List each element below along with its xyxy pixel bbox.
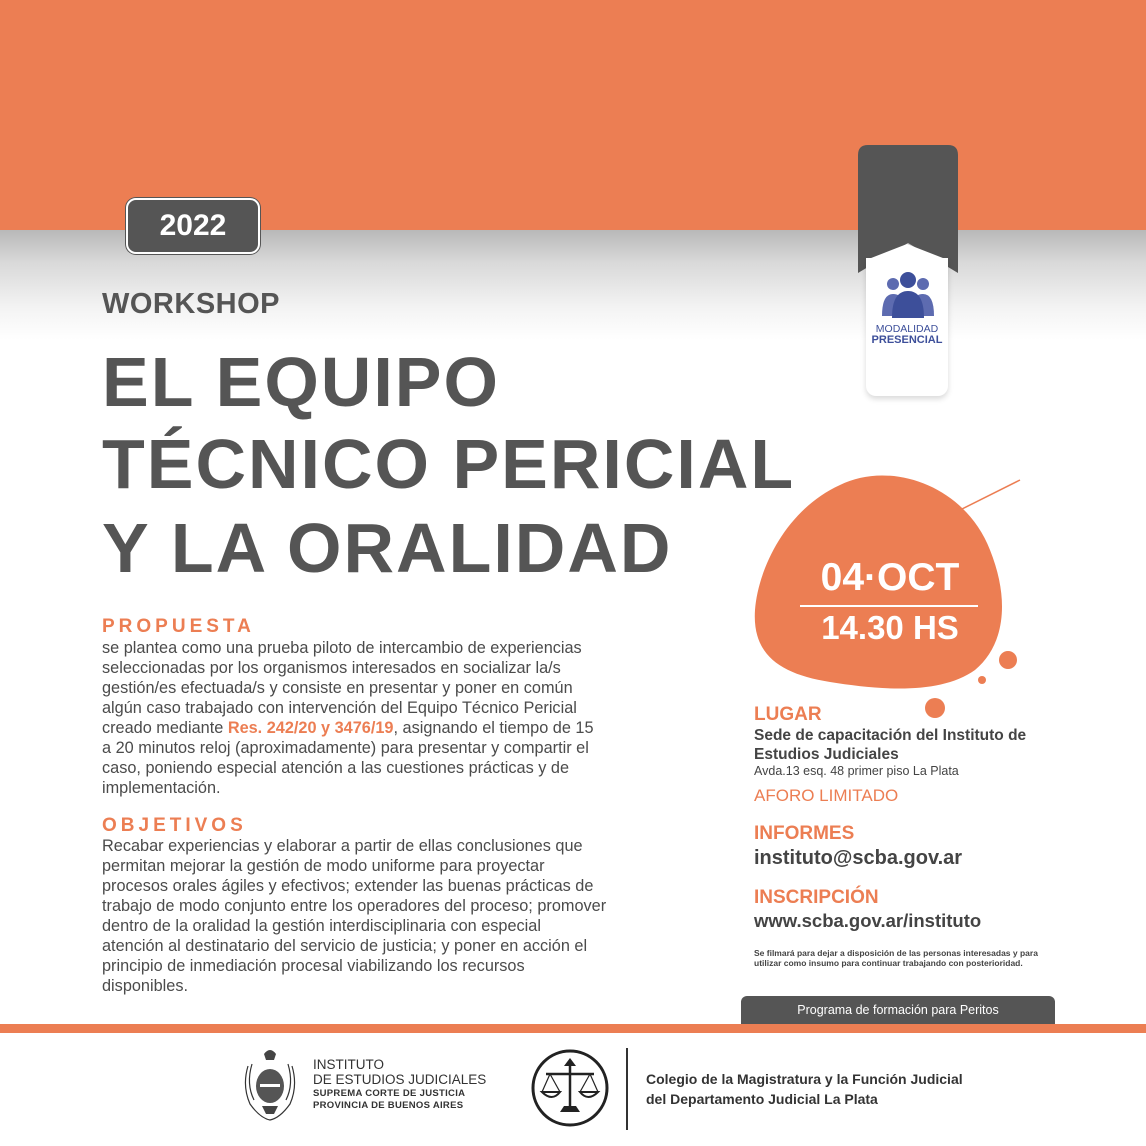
proposal-text: se plantea como una prueba piloto de intercambio de experiencias seleccionadas por los organismos interesados en socializar la/s gestión/es efectuada/s y consiste en presentar y poner en común algún caso trabajado con intervención del Equipo Técnico Pericial creado mediante Res. 242/20 y 3476/19, asignando el tiempo de 15 a 20 minutos reloj (aproximadamente) para presentar y compartir el caso, poniendo especial atención a las cuestiones prácticas y de implementación. (102, 639, 594, 797)
proposal-heading: PROPUESTA (102, 616, 255, 637)
modality-label: MODALIDAD (875, 323, 939, 335)
objectives-heading: OBJETIVOS (102, 815, 247, 836)
objectives-text: Recabar experiencias y elaborar a partir de ellas conclusiones que permitan mejorar la gestión de modo uniforme para proyectar procesos orales ágiles y efectivos; extender las buenas prácticas de trabajo de modo conjunto entre los operadores del proceso; promover dentro de la oralidad la gestión interdisciplinaria con especial atención al destinatario del servicio de justicia; y poner en acción el principio de inmediación procesal viabilizando los recursos disponibles. (102, 837, 607, 995)
people-group-icon (881, 270, 935, 320)
title-line-2: TÉCNICO PERICIAL (102, 425, 796, 503)
capacity-note: AFORO LIMITADO (754, 786, 899, 805)
location-heading: LUGAR (754, 704, 822, 725)
institute-crest-icon (240, 1046, 300, 1122)
contact-email[interactable]: instituto@scba.gov.ar (754, 847, 963, 869)
year-badge: 2022 (126, 198, 260, 254)
modality-value: PRESENCIAL (871, 334, 943, 346)
registration-heading: INSCRIPCIÓN (754, 887, 879, 908)
institute-name: INSTITUTO DE ESTUDIOS JUDICIALES (313, 1057, 487, 1087)
info-heading: INFORMES (754, 823, 855, 844)
event-time: 14.30 HS (821, 609, 959, 646)
footer-orange-rule (0, 1024, 1146, 1033)
registration-url[interactable]: www.scba.gov.ar/instituto (754, 910, 982, 931)
event-date: 04·OCT (820, 556, 960, 599)
institute-subtitle: SUPREMA CORTE DE JUSTICIA PROVINCIA DE BUENOS AIRES (313, 1088, 466, 1111)
tag-notch (866, 244, 948, 260)
date-blob (740, 470, 1040, 730)
title-line-1: EL EQUIPO (102, 343, 500, 421)
date-divider (800, 605, 978, 607)
filming-note: Se filmará para dejar a disposición de las personas interesadas y para utilizar como insumo para continuar trabajando con posterioridad. (754, 948, 1038, 968)
resolution-reference: Res. 242/20 y 3476/19 (227, 719, 394, 737)
event-type: WORKSHOP (102, 288, 280, 320)
header-orange-band (0, 0, 1146, 230)
venue-address: Avda.13 esq. 48 primer piso La Plata (754, 764, 959, 778)
footer-divider (626, 1048, 628, 1130)
college-scales-logo-icon (530, 1046, 610, 1130)
title-line-3: Y LA ORALIDAD (102, 509, 673, 587)
college-name: Colegio de la Magistratura y la Función Judicial del Departamento Judicial La Plata (646, 1071, 963, 1107)
program-tab: Programa de formación para Peritos (741, 996, 1055, 1024)
venue-name: Sede de capacitación del Instituto de Estudios Judiciales (754, 727, 1027, 763)
